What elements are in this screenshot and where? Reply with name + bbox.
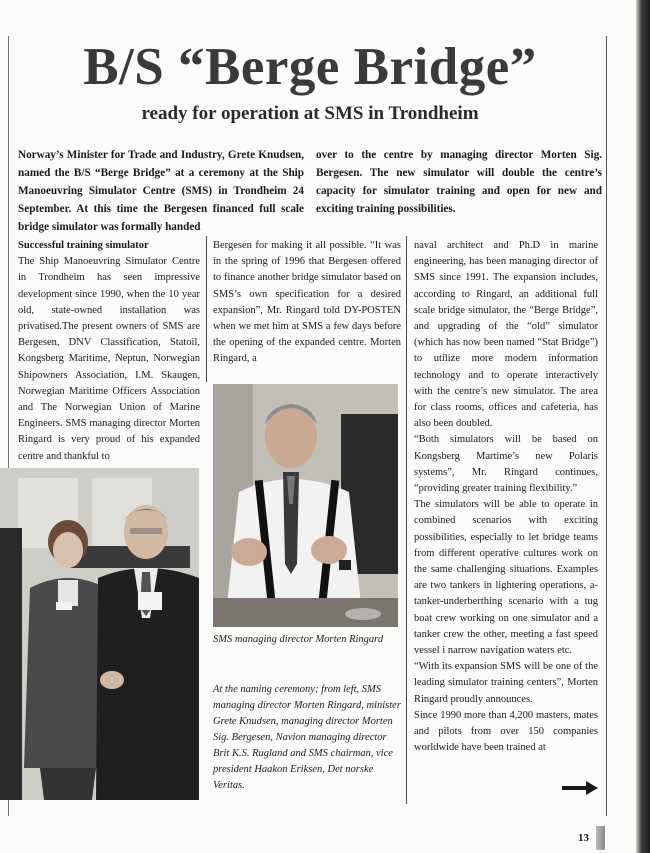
article-column-2: Bergesen for making it all possible. “It was in the spring of 1996 that Bergesen offered to finance another bridge simulator based on SMS’s own specification for a desired expansion”, Mr. Ringard told DY-POSTEN when we met him at SMS a few days before the opening of the expanded centre. Morten Ringard, a: [213, 240, 401, 365]
page-number: 13: [578, 832, 589, 844]
section-subheading: Successful training simulator: [18, 240, 149, 251]
page-edge-shadow: [636, 0, 650, 853]
right-rule: [606, 36, 607, 816]
article-column-1: [18, 238, 200, 465]
portrait-photo-illustration: [213, 384, 398, 627]
ceremony-photo-illustration: [0, 468, 199, 800]
column-3-paragraph: “With its expansion SMS will be one of the leading simulator training centers”, Morten Ringard proudly announces.: [414, 661, 598, 705]
column-3-paragraph: The simulators will be able to operate in combined scenarios with exciting possibilities, especially to let bridge teams from different operative cultures work on the same challenging situations. Examples are two tankers in lightering operations, a-tanker-underberthing scenario with a tug boat crew working on one simulator and a tanker crew the other, meeting a fast speed vessel i narrow navigation waters etc.: [414, 499, 598, 657]
page-number-tab: [596, 826, 605, 850]
arrow-right-icon: [562, 780, 598, 796]
column-1-text: The Ship Manoeuvring Simulator Centre in Trondheim has seen impressive development since 1990, when the 10 year old, state-owned installation was privatised.The present owners of SMS are Bergesen, DNV Classification, Statoil, Kongsberg Maritime, Neptun, Norwegian Shipowners Association, I.M. Skaugen, Norwegian Maritime Officers Association and The Norwegian Union of Marine Engineers. SMS managing director Morten Ringard is very proud of his expanded centre and thankful to: [18, 256, 200, 462]
column-3-paragraph: Since 1990 more than 4,200 masters, mates and pilots from over 150 companies worldwide have been trained at: [414, 709, 598, 754]
portrait-caption: SMS managing director Morten Ringard: [213, 634, 384, 645]
column-divider-2: [406, 236, 407, 804]
article-headline: B/S “Berge Bridge”: [83, 38, 537, 96]
intro-paragraph-left: Norway’s Minister for Trade and Industry, Grete Knudsen, named the B/S “Berge Bridge” at a ceremony at the Ship Manoeuvring Simulator Centre (SMS) in Trondheim 24 September. At this time the Bergesen financed full scale bridge simulator was formally handed: [18, 149, 304, 233]
ceremony-caption: At the naming ceremony; from left, SMS managing director Morten Ringard, minister Grete Knudsen, managing director Morten Sig. Bergesen, Navion managing director Brit K.S. Rugland and SMS chairman, vice president Haakon Eriksen, Det norske Veritas.: [213, 684, 401, 791]
article-subheadline: ready for operation at SMS in Trondheim: [141, 103, 479, 124]
ceremony-photo: [0, 468, 199, 800]
intro-paragraph-right: over to the centre by managing director Morten Sig. Bergesen. The new simulator will double the centre’s capacity for simulator training and open for new and exciting training possibilities.: [316, 149, 602, 215]
article-column-3: [414, 238, 598, 757]
column-divider-1: [206, 236, 207, 382]
portrait-photo: [213, 384, 398, 627]
column-3-paragraph: “Both simulators will be based on Kongsberg Martime’s new Polaris systems”, Mr. Ringard continues, “providing greater training flexibility.”: [414, 434, 598, 495]
column-3-paragraph: naval architect and Ph.D in marine engineering, has been managing director of SMS since 1991. The expansion includes, according to Ringard, an additional full scale bridge simulator, the “Berge Bridge”, and upgrading of the “old” simulator (which has now been named “Stat Bridge”) to utilize more modern information technology and to operate interactively with the centre’s new simulator. The area for class rooms, offices and cafeteria, has also been doubled.: [414, 240, 598, 430]
